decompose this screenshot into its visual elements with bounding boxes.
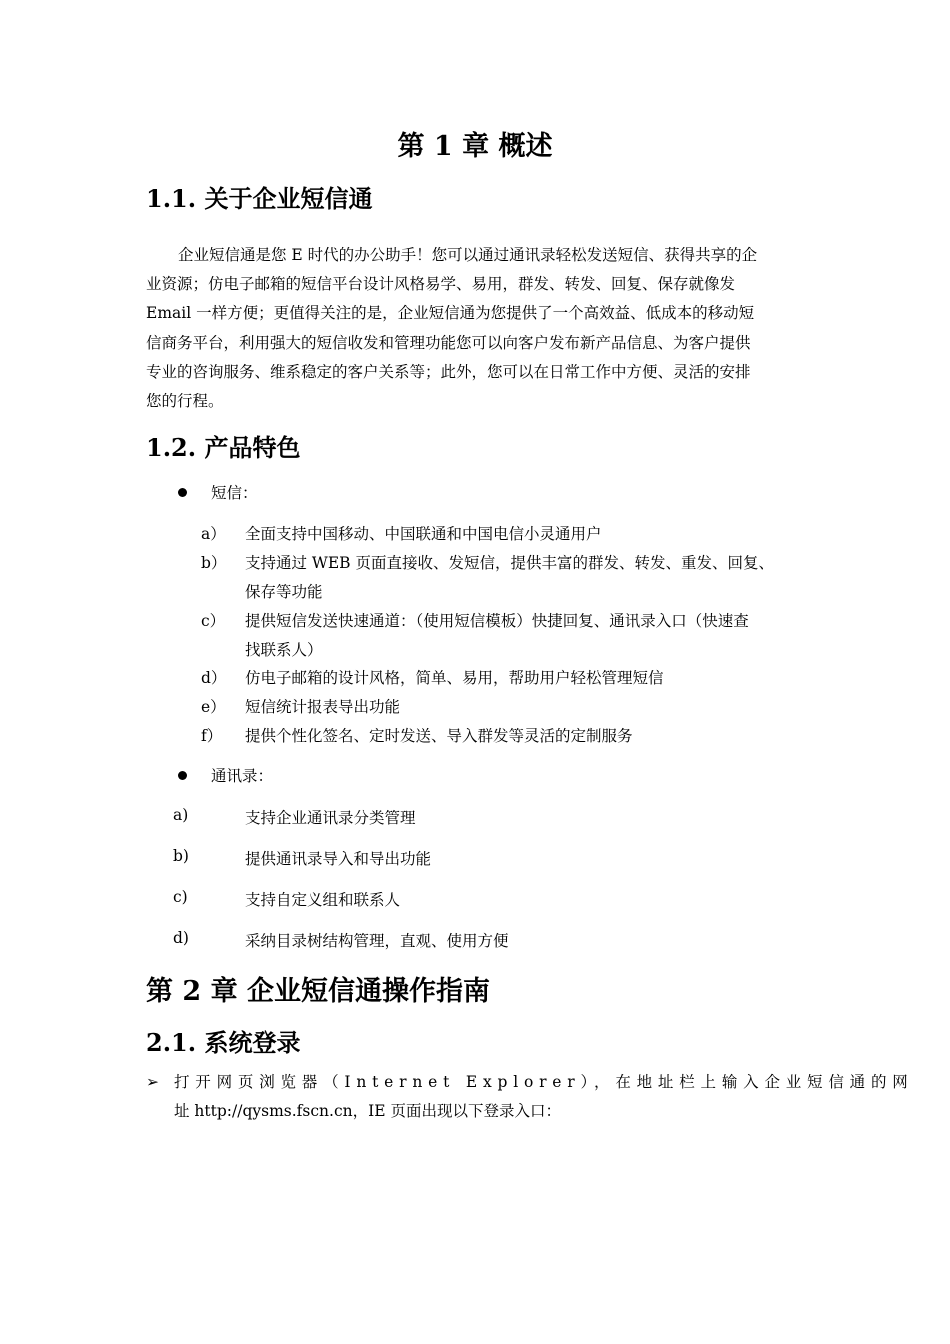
list-item-text: 保存等功能 [245,583,323,601]
list-item-text: 短信统计报表导出功能 [245,698,401,716]
list-marker: b) [173,847,189,865]
list-item-text: 提供个性化签名、定时发送、导入群发等灵活的定制服务 [245,727,633,745]
list-item-text: 采纳目录树结构管理，直观、使用方便 [245,932,509,950]
instruction-line: 打开网页浏览器（Internet Explorer），在地址栏上输入企业短信通的网 [174,1073,914,1091]
bullet-label: 短信： [211,484,258,502]
list-item-text: 全面支持中国移动、中国联通和中国电信小灵通用户 [245,525,602,543]
bullet-contacts [178,764,273,786]
list-marker: c） [201,612,226,630]
list-marker: a) [173,806,189,824]
paragraph-line: Email 一样方便；更值得关注的是，企业短信通为您提供了一个高效益、低成本的移动短 [146,304,755,323]
arrow-bullet-icon: ➢ [146,1073,159,1091]
paragraph-line: 业资源；仿电子邮箱的短信平台设计风格易学、易用，群发、转发、回复、保存就像发 [146,275,736,294]
section-1-1-paragraph [146,241,808,416]
chapter-2-title: 第 2 章 企业短信通操作指南 [146,976,490,1007]
list-item-text: 支持自定义组和联系人 [245,891,401,909]
paragraph-line: 您的行程。 [146,391,224,410]
list-marker: d) [173,929,189,947]
bullet-sms [178,481,258,503]
list-marker: f） [201,727,223,745]
paragraph-line: 信商务平台，利用强大的短信收发和管理功能您可以向客户发布新产品信息、为客户提供 [146,333,751,352]
section-2-1-heading: 2.1. 系统登录 [146,1028,301,1057]
list-marker: a） [201,525,226,543]
list-marker: e） [201,698,226,716]
section-1-2-heading: 1.2. 产品特色 [146,433,301,462]
paragraph-line: 企业短信通是您 E 时代的办公助手！您可以通过通讯录轻松发送短信、获得共享的企 [178,246,758,264]
list-item-text: 仿电子邮箱的设计风格，简单、易用，帮助用户轻松管理短信 [245,669,664,687]
bullet-label: 通讯录： [211,767,274,785]
list-item-text: 支持企业通讯录分类管理 [245,809,416,827]
bullet-dot-icon [178,771,187,780]
bullet-dot-icon [178,488,187,497]
chapter-1-title: 第 1 章 概述 [397,131,553,162]
section-1-1-heading: 1.1. 关于企业短信通 [146,184,373,213]
paragraph-line: 专业的咨询服务、维系稳定的客户关系等；此外，您可以在日常工作中方便、灵活的安排 [146,362,751,381]
list-marker: d） [201,669,227,687]
list-item-text: 提供短信发送快速通道：（使用短信模板）快捷回复、通讯录入口（快速查 [245,612,749,630]
list-marker: c) [173,888,188,906]
list-marker: b） [201,554,227,572]
list-item-text: 支持通过 WEB 页面直接收、发短信，提供丰富的群发、转发、重发、回复、 [245,554,774,572]
instruction-line: 址 http://qysms.fscn.cn，IE 页面出现以下登录入口： [174,1102,561,1121]
list-item-text: 提供通讯录导入和导出功能 [245,850,432,868]
list-item-text: 找联系人） [245,641,323,659]
